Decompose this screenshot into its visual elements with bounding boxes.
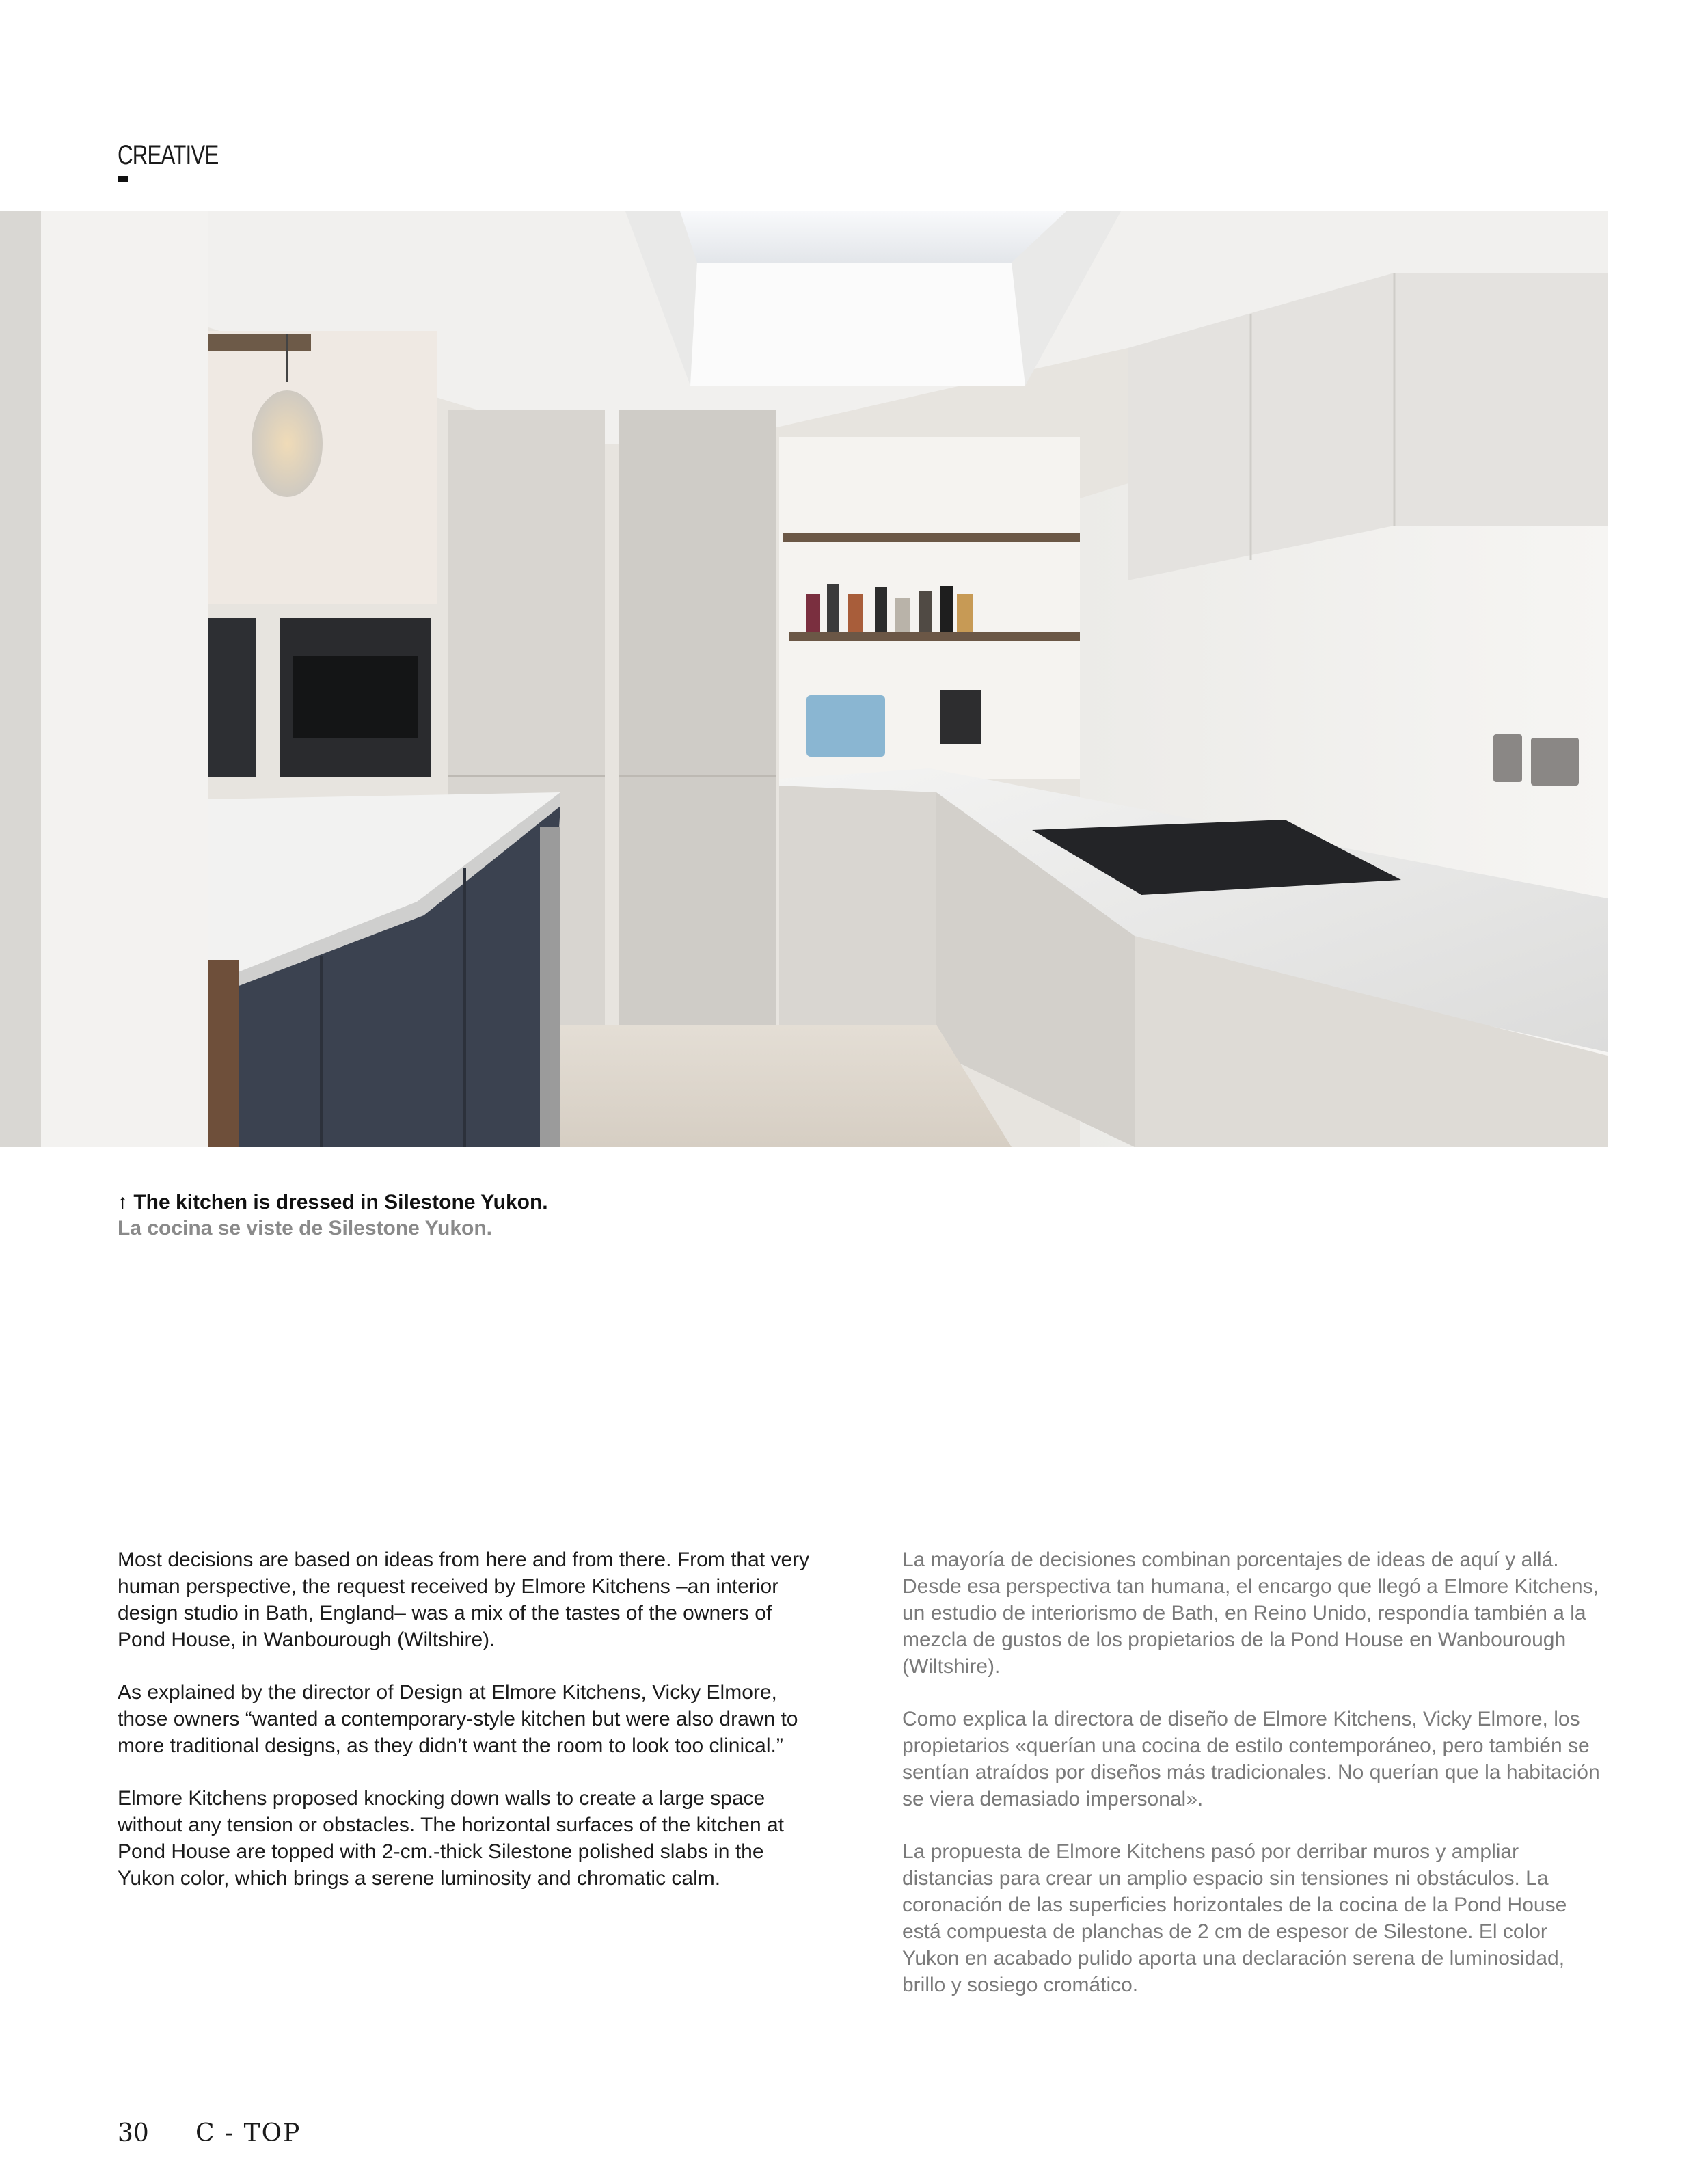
article-column-english (118, 1546, 815, 1918)
paragraph: Most decisions are based on ideas from here and from there. From that very human perspective, the request received by Elmore Kitchens –an interior design studio in Bath, England– was a mix of the tastes of the owners of Pond House, in Wanbourough (Wiltshire). (118, 1548, 810, 1651)
caption-english: The kitchen is dressed in Silestone Yukon. (133, 1191, 548, 1213)
paragraph: La mayoría de decisiones combinan porcentajes de ideas de aquí y allá. Desde esa perspectiva tan humana, el encargo que llegó a Elmore Kitchens, un estudio de interiorismo de Bath, en Reino Unido, respondía también a la mezcla de gustos de los propietarios de la Pond House en Wanbourough (Wiltshire). (902, 1548, 1599, 1678)
paragraph: La propuesta de Elmore Kitchens pasó por derribar muros y ampliar distancias para crear un amplio espacio sin tensiones ni obstáculos. La coronación de las superficies horizontales de la cocina de la Pond House está compuesta de planchas de 2 cm de espesor de Silestone. El color Yukon en acabado pulido aporta una declaración serena de luminosidad, brillo y sosiego cromático. (902, 1840, 1567, 1996)
article-column-spanish (902, 1546, 1608, 2024)
section-label: CREATIVE (118, 140, 219, 170)
paragraph: Como explica la directora de diseño de Elmore Kitchens, Vicky Elmore, los propietarios «querían una cocina de estilo contemporáneo, pero también se sentían atraídos por diseños más tradicionales. No querían que la habitación se viera demasiado impersonal». (902, 1708, 1600, 1810)
paragraph: As explained by the director of Design at Elmore Kitchens, Vicky Elmore, those owners “wanted a contemporary-style kitchen but were also drawn to more traditional designs, as they didn’t want the room to look too clinical.” (118, 1681, 798, 1757)
section-marker (118, 176, 128, 182)
magazine-brand: C - TOP (195, 2119, 301, 2147)
page-number: 30 (118, 2119, 149, 2147)
paragraph: Elmore Kitchens proposed knocking down walls to create a large space without any tension or obstacles. The horizontal surfaces of the kitchen at Pond House are topped with 2-cm.-thick Silestone polished slabs in the Yukon color, which brings a serene luminosity and chromatic calm. (118, 1787, 784, 1890)
kitchen-photo (0, 211, 1608, 1147)
caption-spanish: La cocina se viste de Silestone Yukon. (118, 1217, 492, 1239)
photo-caption (118, 1190, 548, 1242)
up-arrow-icon: ↑ (118, 1191, 128, 1213)
